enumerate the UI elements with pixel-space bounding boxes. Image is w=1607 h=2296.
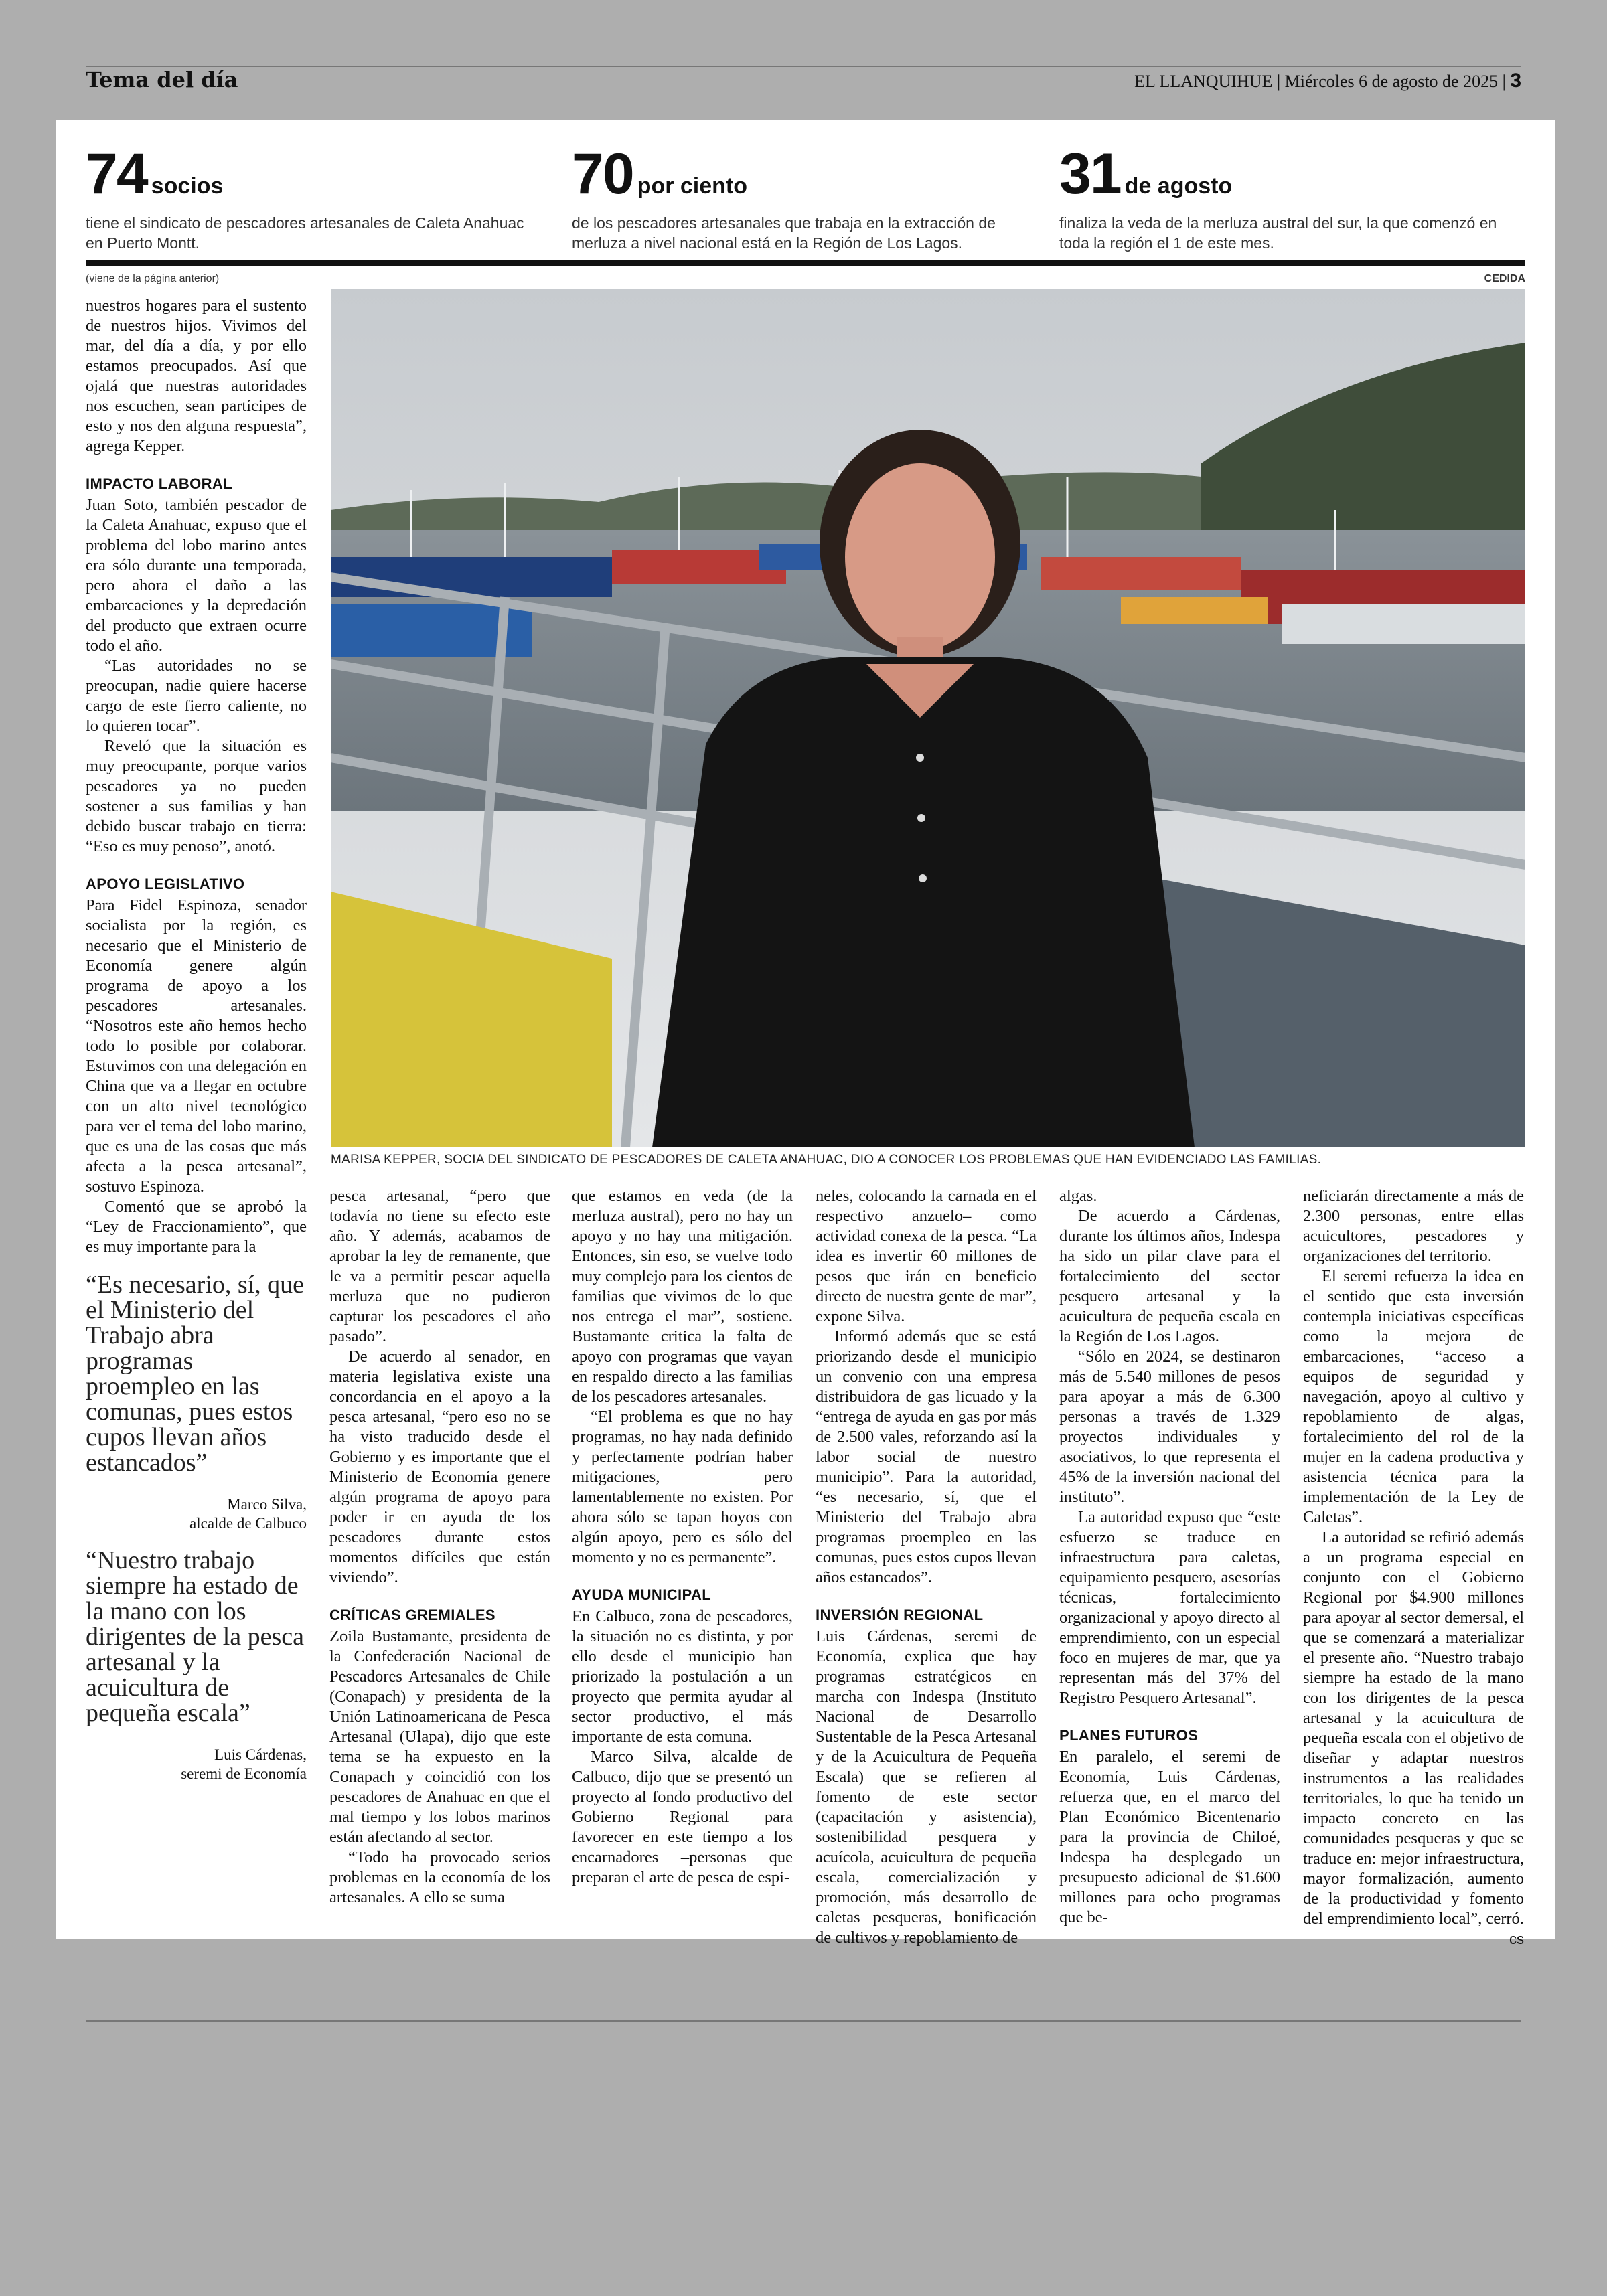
newspaper-page: [56, 120, 1555, 1947]
stat-number: 31: [1059, 142, 1121, 206]
paragraph: Zoila Bustamante, presidenta de la Confederación Nacional de Pescadores Artesanales de Chile (Conapach) y presidenta de la Unión Latinoamericana de Pesca Artesanal (Ulapa), dijo que este tema se ha expuesto en la Conapach y coincidió con los pescadores de Anahuac en que el mal tiempo y los lobos marinos están afectando al sector.: [329, 1627, 550, 1846]
paragraph: “Sólo en 2024, se destinaron más de 5.540 millones de pesos para apoyar a más de 6.300 personas a través de 1.329 proyectos individuales y asociativos, lo que representa el 45% de la inversión nacional del instituto”.: [1059, 1347, 1280, 1506]
stat-porcentaje: [572, 142, 1014, 253]
paragraph: De acuerdo a Cárdenas, durante los últimos años, Indespa ha sido un pilar clave para el fortalecimiento del sector pesquero artesanal y la acuicultura de pequeña escala en la Región de Los Lagos.: [1059, 1207, 1280, 1345]
stat-fecha: [1059, 142, 1501, 253]
stats-divider: [86, 260, 1525, 266]
column-2: [329, 1186, 550, 1908]
stat-unit: por ciento: [637, 173, 748, 199]
paragraph: La autoridad se refirió además a un programa especial en conjunto con el Gobierno Regional por $4.900 millones para apoyar al sector demersal, el que se comenzará a materializar el presente año. “Nuestro trabajo siempre ha estado de la mano con los dirigentes de la pesca artesanal y la acuicultura de pequeña escala con el objetivo de diseñar y adaptar nuestros instrumentos a las realidades territoriales, lo que ha tenido un impacto concreto en las comunidades pesqueras y que se traduce en: mejor infraestructura, mayor formalización, aumento de la productividad y fomento del emprendimiento local”, cerró.: [1303, 1528, 1524, 1928]
stat-number: 70: [572, 142, 633, 206]
author-name: Luis Cárdenas,: [214, 1746, 307, 1763]
paragraph: El seremi refuerza la idea en el sentido que esta inversión contempla iniciativas específicas como la mejora de embarcaciones, “acceso a equipos de seguridad y navegación, apoyo al cultivo y repoblamiento de algas, fortalecimiento del rol de la mujer en la cadena productiva y asistencia técnica para la implementación de la Ley de Caletas”.: [1303, 1267, 1524, 1526]
stat-number: 74: [86, 142, 147, 206]
paragraph: “El problema es que no hay programas, no hay nada definido y perfectamente podrían haber mitigaciones, pero lamentablemente no existen. Por ahora sólo se tapan hoyos con algún apoyo, pero es sólo del momento y no es permanente”.: [572, 1408, 793, 1566]
author-role: alcalde de Calbuco: [189, 1515, 307, 1532]
paragraph: neficiarán directamente a más de 2.300 personas, entre ellas acuicultores, pescadores y organizaciones del territorio.: [1303, 1187, 1524, 1265]
continued-note: (viene de la página anterior): [86, 273, 220, 284]
footer-rule: [86, 2020, 1521, 2022]
author-name: Marco Silva,: [227, 1496, 307, 1513]
header-rule: [86, 66, 1521, 67]
paragraph: Para Fidel Espinoza, senador socialista por la región, es necesario que el Ministerio de Economía genere algún programa de apoyo a los pescadores artesanales. “Nosotros este año hemos hecho todo lo posible por colaborar. Estuvimos con una delegación en China que va a llegar en octubre con un alto nivel tecnológico para ver el tema del lobo marino, que es una de las cosas que más afecta a la pesca artesanal”, sostuvo Espinoza.: [86, 896, 307, 1196]
column-5: [1059, 1186, 1280, 1928]
news-photo: [331, 289, 1525, 1147]
column-4: [816, 1186, 1037, 1948]
pull-quote-author: [86, 1495, 307, 1533]
paragraph: algas.: [1059, 1187, 1097, 1205]
stat-description: de los pescadores artesanales que trabaja en la extracción de merluza a nivel nacional está en la Región de Los Lagos.: [572, 214, 996, 252]
stat-description: tiene el sindicato de pescadores artesanales de Caleta Anahuac en Puerto Montt.: [86, 214, 524, 252]
pull-quote-cardenas: “Nuestro trabajo siempre ha estado de la mano con los dirigentes de la pesca artesanal y la acuicultura de pequeña escala”: [86, 1546, 305, 1727]
paragraph: nuestros hogares para el sustento de nuestros hijos. Vivimos del mar, del día a día, y por ello estamos preocupados. Así que ojalá que nuestras autoridades nos escuchen, sean partícipes de esto y nos den alguna respuesta”, agrega Kepper.: [86, 297, 307, 455]
paragraph: “Las autoridades no se preocupan, nadie quiere hacerse cargo de este fierro caliente, no lo quieren tocar”.: [86, 657, 307, 735]
column-1: [86, 296, 307, 1783]
page-number: 3: [1510, 70, 1521, 92]
photo-caption: MARISA KEPPER, SOCIA DEL SINDICATO DE PESCADORES DE CALETA ANAHUAC, DIO A CONOCER LOS PROBLEMAS QUE HAN EVIDENCIADO LAS FAMILIAS.: [331, 1153, 1322, 1167]
paragraph: En paralelo, el seremi de Economía, Luis Cárdenas, refuerza que, en el marco del Plan Económico Bicentenario para la provincia de Chiloé, Indespa ha desplegado un presupuesto adicional de $1.600 millones para ocho programas que be-: [1059, 1748, 1280, 1926]
photo-credit: CEDIDA: [1484, 273, 1525, 284]
author-role: seremi de Economía: [181, 1765, 307, 1782]
paragraph: pesca artesanal, “pero que todavía no tiene su efecto este año. Y además, acabamos de aprobar la ley de remanente, que le va a permitir pescar aquella merluza que no pudieron capturar los pescadores el año pasado”.: [329, 1187, 550, 1345]
subhead-ayuda-municipal: AYUDA MUNICIPAL: [572, 1586, 712, 1603]
paragraph: que estamos en veda (de la merluza austral), pero no hay un apoyo y no hay una mitigación. Entonces, sin eso, se vuelve todo muy complejo para los cientos de familias que vivimos de lo que nos entrega el mar”, sostiene. Bustamante critica la falta de apoyo con programas que vayan en respaldo directo a las familias de los pescadores artesanales.: [572, 1187, 793, 1406]
stat-unit: de agosto: [1124, 173, 1233, 199]
paragraph: La autoridad expuso que “este esfuerzo se traduce en infraestructura para caletas, equipamiento pesquero, asesorías técnicas, fortalecimiento organizacional y apoyo directo al emprendimiento, con un especial foco en mujeres de mar, que ya representan más del 37% del Registro Pesquero Artesanal”.: [1059, 1508, 1280, 1707]
pull-quote-author: [86, 1746, 307, 1783]
stat-description: finaliza la veda de la merluza austral del sur, la que comenzó en toda la región el 1 de este mes.: [1059, 214, 1497, 252]
paragraph: Luis Cárdenas, seremi de Economía, explica que hay programas estratégicos en marcha con Indespa (Instituto Nacional de Desarrollo Sustentable de la Pesca Artesanal y de la Acuicultura de Pequeña Escala) que se refieren al fomento de este sector (capacitación y asistencia), sostenibilidad pesquera y acuícola, acuicultura de pequeña escala, comercialización y promoción, más desarrollo de caletas pesqueras, bonificación de cultivos y repoblamiento de: [816, 1627, 1037, 1947]
paragraph: Comentó que se aprobó la “Ley de Fraccionamiento”, que es muy importante para la: [86, 1198, 307, 1256]
stat-unit: socios: [151, 173, 224, 199]
column-6: [1303, 1186, 1524, 1949]
stat-socios: [86, 142, 528, 253]
paragraph: En Calbuco, zona de pescadores, la situación no es distinta, y por ello desde el municipio han priorizado la postulación a un proyecto que permita ayudar al sector productivo, el más importante de esta comuna.: [572, 1607, 793, 1746]
paper-name: EL LLANQUIHUE: [1134, 72, 1273, 91]
subhead-criticas-gremiales: CRÍTICAS GREMIALES: [329, 1607, 495, 1623]
paragraph: De acuerdo al senador, en materia legislativa existe una concordancia en el apoyo a la pesca artesanal, “pero eso no se ha visto traducido desde el Gobierno y es importante que el Ministerio de Economía genere algún programa de apoyo para poder ir en ayuda de los pescadores durante estos momentos difíciles que están viviendo”.: [329, 1347, 550, 1586]
end-mark: [1303, 1929, 1524, 1949]
subhead-planes-futuros: PLANES FUTUROS: [1059, 1727, 1199, 1744]
paragraph: Juan Soto, también pescador de la Caleta Anahuac, expuso que el problema del lobo marino antes era sólo durante una temporada, pero ahora el daño a las embarcaciones y la depredación del producto que extraen ocurre todo el año.: [86, 496, 307, 655]
paragraph: Informó además que se está priorizando desde el municipio un convenio con una empresa distribuidora de gas licuado y la “entrega de ayuda en gas por más de 2.500 vales, reforzando así la labor social de nuestro municipio”. Para la autoridad, “es necesario, sí, que el Ministerio del Trabajo abra programas proempleo en las comunas, pues estos cupos llevan años estancados”.: [816, 1327, 1037, 1586]
paragraph: “Todo ha provocado serios problemas en la economía de los artesanales. A ello se suma: [329, 1848, 550, 1906]
subhead-impacto-laboral: IMPACTO LABORAL: [86, 475, 233, 492]
end-mark-glyph: cs: [1509, 1931, 1524, 1947]
subhead-inversion-regional: INVERSIÓN REGIONAL: [816, 1607, 984, 1623]
subhead-apoyo-legislativo: APOYO LEGISLATIVO: [86, 876, 245, 892]
harbor-portrait-illustration: [331, 289, 1525, 1147]
section-label: Tema del día: [86, 67, 238, 92]
paragraph: Marco Silva, alcalde de Calbuco, dijo que se presentó un proyecto al fondo productivo del Gobierno Regional para favorecer en este tiempo a los encarnadores –personas que preparan el arte de pesca de espi-: [572, 1748, 793, 1886]
pull-quote-silva: “Es necesario, sí, que el Ministerio del Trabajo abra programas proempleo en las comunas, pues estos cupos llevan años estancados”: [86, 1270, 305, 1477]
paragraph: Reveló que la situación es muy preocupante, porque varios pescadores ya no pueden sostener a sus familias y han debido buscar trabajo en tierra: “Eso es muy penoso”, anotó.: [86, 737, 307, 855]
paragraph: neles, colocando la carnada en el respectivo anzuelo– como actividad conexa de la pesca. “La idea es invertir 60 millones de pesos que irán en beneficio directo de nuestra gente de mar”, expone Silva.: [816, 1187, 1037, 1325]
column-3: [572, 1186, 793, 1888]
issue-date: Miércoles 6 de agosto de 2025: [1284, 72, 1499, 91]
masthead: EL LLANQUIHUE | Miércoles 6 de agosto de 2025 | 3: [1134, 70, 1521, 92]
